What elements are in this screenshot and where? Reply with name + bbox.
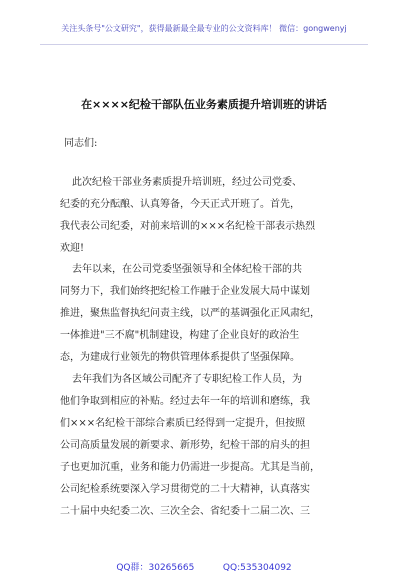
header-divider bbox=[40, 44, 368, 45]
footer-contact bbox=[0, 560, 408, 573]
paragraph-line: 二十届中央纪委二次、三次全会、省纪委十二届二次、三 bbox=[60, 506, 310, 517]
paragraph-line: 公司高质量发展的新要求、新形势，纪检干部的肩头的担 bbox=[60, 440, 310, 451]
document-title: 在××××纪检干部队伍业务素质提升培训班的讲话 bbox=[81, 98, 327, 111]
paragraph-line: 欢迎! bbox=[60, 243, 85, 254]
paragraph-line: 同努力下，我们始终把纪检工作融于企业发展大局中谋划 bbox=[60, 286, 310, 297]
paragraph-line: 他们争取到相应的补贴。经过去年一年的培训和磨练，我 bbox=[60, 396, 310, 407]
paragraph-line: 我代表公司纪委，对前来培训的×××名纪检干部表示热烈 bbox=[60, 221, 316, 232]
paragraph-line: 此次纪检干部业务素质提升培训班，经过公司党委、 bbox=[72, 177, 302, 188]
paragraph-line: 们×××名纪检干部综合素质已经得到一定提升，但按照 bbox=[60, 418, 306, 429]
paragraph-line: 子也更加沉重，业务和能力仍需进一步提高。尤其是当前， bbox=[60, 462, 320, 473]
header-promo-note: 关注头条号"公文研究"，获得最新最全最专业的公文资料库！ 微信：gongwenyj bbox=[61, 24, 347, 33]
paragraph-line: 去年我们为各区域公司配齐了专职纪检工作人员，为 bbox=[72, 374, 302, 385]
salutation: 同志们: bbox=[64, 138, 98, 149]
footer-qq: QQ:535304092 bbox=[222, 563, 292, 573]
paragraph-line: 去年以来，在公司党委坚强领导和全体纪检干部的共 bbox=[72, 264, 302, 275]
footer-qq-group: QQ群：30265665 bbox=[116, 563, 195, 573]
paragraph-line: 一体推进"三不腐"机制建设，构建了企业良好的政治生 bbox=[60, 330, 300, 341]
paragraph-line: 纪委的充分酝酿、认真筹备，今天正式开班了。首先， bbox=[60, 199, 300, 210]
paragraph-line: 推进，聚焦监督执纪问责主线，以严的基调强化正风肃纪， bbox=[60, 308, 320, 319]
paragraph-line: 公司纪检系统要深入学习贯彻党的二十大精神，认真落实 bbox=[60, 484, 310, 495]
paragraph-line: 态，为建成行业领先的物供管理体系提供了坚强保障。 bbox=[60, 352, 300, 363]
